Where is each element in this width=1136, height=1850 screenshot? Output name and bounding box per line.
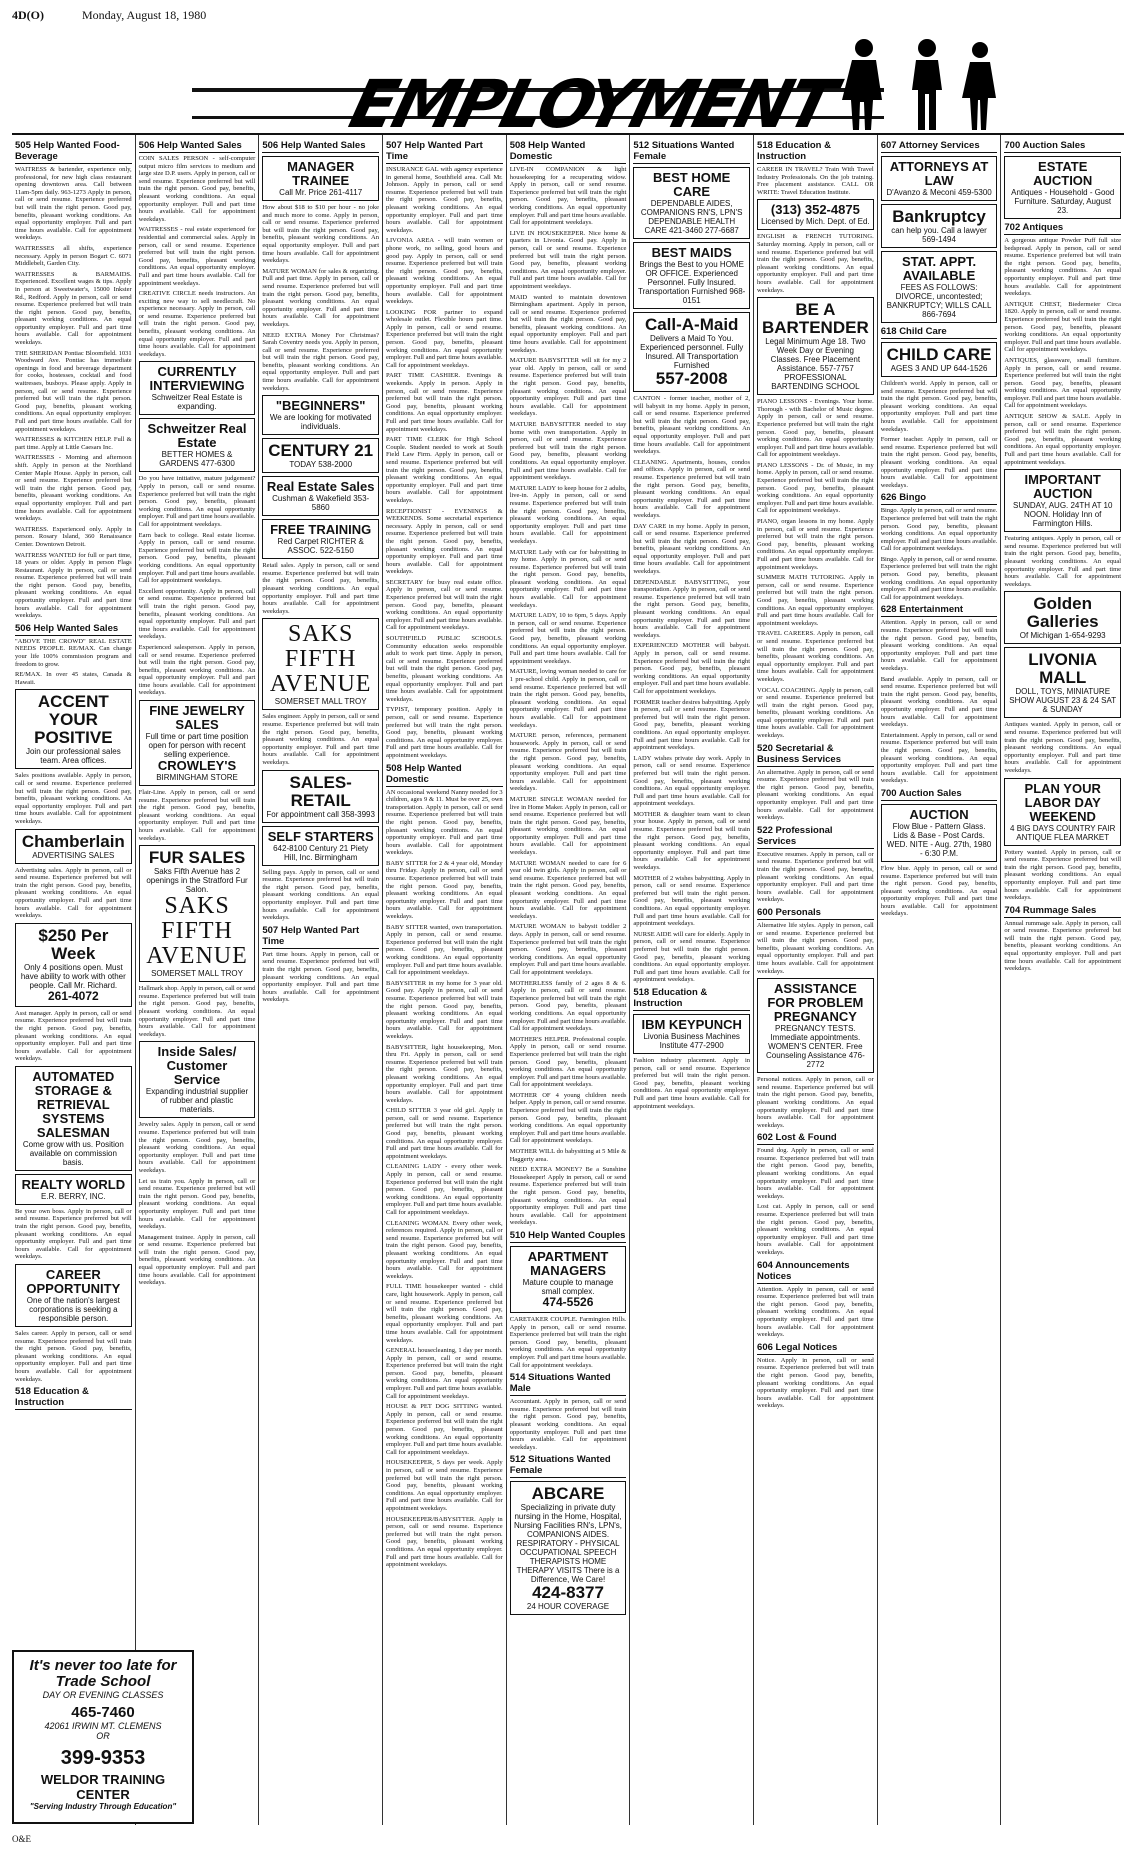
- display-ad-text: Come grow with us. Position available on commission basis.: [22, 1139, 124, 1167]
- section-heading: 700 Auction Sales: [1004, 140, 1121, 153]
- classified-ad: TRAVEL CAREERS. Apply in person, call or send resume. Experience preferred but will train the right person. Good pay, benefits, pleasant working conditions. An equal opportunity employer. Full and part time hours available. Call for appointment weekdays.: [757, 630, 874, 683]
- classified-ad: Executive resumes. Apply in person, call or send resume. Experience preferred but will train the right person. Good pay, benefits, pleasant working conditions. An equal opportunity employer. Full and part time hours available. Call for appointment weekdays.: [757, 851, 874, 904]
- classified-ad: CLEANING. Apartments, houses, condos and offices. Apply in person, call or send resume. Experience preferred but will train the right person. Good pay, benefits, pleasant working conditions. An equal opportunity employer. Full and part time hours available. Call for appointment weekdays.: [633, 459, 750, 520]
- display-ad: [757, 199, 874, 230]
- display-ad: [15, 1264, 132, 1327]
- classified-ad: GENERAL housecleaning, 1 day per month. Apply in person, call or send resume. Experience preferred but will train the right person. Good pay, benefits, pleasant working conditions. An equal opportunity employer. Full and part time hours available. Call for appointment weekdays.: [386, 1347, 503, 1400]
- classified-ad: HOUSEKEEPER, 5 days per week. Apply in person, call or send resume. Experience preferred but will train the right person. Good pay, benefits, pleasant working conditions. An equal opportunity employer. Full and part time hours available. Call for appointment weekdays.: [386, 1459, 503, 1512]
- display-ad-phone: 474-5526: [542, 1294, 594, 1309]
- display-ad-title: Bankruptcy: [892, 207, 986, 226]
- display-ad: [757, 978, 874, 1073]
- column-8: [878, 135, 1002, 1825]
- classified-ad: WAITRESSES & KITCHEN HELP. Full & part time. Apply at Little Caesars Inc.: [15, 436, 132, 451]
- display-ad-title: REALTY WORLD: [21, 1176, 126, 1192]
- classified-ad: MATURE, loving woman needed to care for 1 pre-school child. Apply in person, call or send resume. Experience preferred but will train the right person. Good pay, benefits, pleasant working conditions. An equal opportunity employer. Full and part time hours available. Call for appointment weekdays.: [510, 668, 627, 729]
- section-heading: 600 Personals: [757, 907, 874, 920]
- display-ad-text: Legal Minimum Age 18. Two Week Day or Evening Classes. Free Placement Assistance. 557-7757 PROFESSIONAL BARTENDING SCHOOL: [765, 337, 866, 392]
- display-ad: [1004, 647, 1121, 718]
- display-ad-text: 642-8100 Century 21 Piety Hill, Inc. Birmingham: [273, 843, 369, 862]
- classified-ad: PIANO, organ lessons in my home. Apply in person, call or send resume. Experience preferred but will train the right person. Good pay, benefits, pleasant working conditions. An equal opportunity employer. Full and part time hours available. Call for appointment weekdays.: [757, 518, 874, 571]
- trade-school-classes: DAY OR EVENING CLASSES: [42, 1690, 164, 1700]
- issue-date: Monday, August 18, 1980: [82, 8, 207, 22]
- display-ad-title: CAREER OPPORTUNITY: [26, 1267, 121, 1297]
- classified-ad: CLEANING WOMAN. Every other week, references required. Apply in person, call or send resume. Experience preferred but will train the right person. Good pay, benefits, pleasant working conditions. An equal opportunity employer. Full and part time hours available. Call for appointment weekdays.: [386, 1220, 503, 1281]
- display-ad-title: $250 Per Week: [38, 925, 109, 963]
- classified-ad: MATURE BABYSITTER needed to stay home with own transportation. Apply in person, call or send resume. Experience preferred but will train the right person. Good pay, benefits, pleasant working conditions. An equal opportunity employer. Full and part time hours available. Call for appointment weekdays.: [510, 421, 627, 482]
- classified-ad: FORMER teacher desires babysitting. Apply in person, call or send resume. Experience preferred but will train the right person. Good pay, benefits, pleasant working conditions. An equal opportunity employer. Full and part time hours available. Call for appointment weekdays.: [633, 699, 750, 752]
- classified-ad: SUMMER MATH TUTORING. Apply in person, call or send resume. Experience preferred but will train the right person. Good pay, benefits, pleasant working conditions. An equal opportunity employer. Full and part time hours available. Call for appointment weekdays.: [757, 574, 874, 627]
- classified-ad: Do you have initiative, mature judgement? Apply in person, call or send resume. Experience preferred but will train the right person. Good pay, benefits, pleasant working conditions. An equal opportunity employer. Full and part time hours available. Call for appointment weekdays.: [139, 475, 256, 528]
- classified-ad: MATURE person, references, permanent housework. Apply in person, call or send resume. Experience preferred but will train the right person. Good pay, benefits, pleasant working conditions. An equal opportunity employer. Full and part time hours available. Call for appointment weekdays.: [510, 732, 627, 793]
- section-heading: 512 Situations Wanted Female: [510, 1454, 627, 1478]
- display-ad-title: BE A BARTENDER: [762, 300, 869, 338]
- display-ad-text: Licensed by Mich. Dept. of Ed.: [761, 217, 870, 227]
- classified-ad: Sales positions available. Apply in person, call or send resume. Experience preferred but will train the right person. Good pay, benefits, pleasant working conditions. An equal opportunity employer. Full and part time hours available. Call for appointment weekdays.: [15, 772, 132, 825]
- classified-ad: PART TIME CASHIER. Evenings & weekends. Apply in person. Apply in person, call or send resume. Experience preferred but will train the right person. Good pay, benefits, pleasant working conditions. An equal opportunity employer. Full and part time hours available. Call for appointment weekdays.: [386, 372, 503, 433]
- people-figures-icon: [832, 36, 1002, 136]
- display-ad: [1004, 778, 1121, 846]
- display-ad: [633, 1014, 750, 1054]
- classified-ad: DEPENDABLE BABYSITTING, your transportation. Apply in person, call or send resume. Experience preferred but will train the right person. Good pay, benefits, pleasant working conditions. An equal opportunity employer. Full and part time hours available. Call for appointment weekdays.: [633, 579, 750, 640]
- display-ad: [1004, 156, 1121, 219]
- display-ad-text: TODAY 538-2000: [289, 460, 353, 470]
- section-heading: 512 Situations Wanted Female: [633, 140, 750, 164]
- classified-ad: Part time hours. Apply in person, call or send resume. Experience preferred but will train the right person. Good pay, benefits, pleasant working conditions. An equal opportunity employer. Full and part time hours available. Call for appointment weekdays.: [262, 951, 379, 1004]
- classified-ad: Annual rummage sale. Apply in person, call or send resume. Experience preferred but will train the right person. Good pay, benefits, pleasant working conditions. An equal opportunity employer. Full and part time hours available. Call for appointment weekdays.: [1004, 920, 1121, 973]
- section-heading: 604 Announcements Notices: [757, 1260, 874, 1284]
- classified-ad: Former teacher. Apply in person, call or send resume. Experience preferred but will train the right person. Good pay, benefits, pleasant working conditions. An equal opportunity employer. Full and part time hours available. Call for appointment weekdays.: [881, 436, 998, 489]
- classified-ad: MOTHERLESS family of 2 ages 8 & 6. Apply in person, call or send resume. Experience preferred but will train the right person. Good pay, benefits, pleasant working conditions. An equal opportunity employer. Full and part time hours available. Call for appointment weekdays.: [510, 980, 627, 1033]
- section-heading: 508 Help Wanted Domestic: [510, 140, 627, 164]
- classified-ad: Antiques wanted. Apply in person, call or send resume. Experience preferred but will train the right person. Good pay, benefits, pleasant working conditions. An equal opportunity employer. Full and part time hours available. Call for appointment weekdays.: [1004, 721, 1121, 774]
- classified-ad: PIANO LESSONS - Evenings. Your home. Thorough - with Bachelor of Music degree. Apply in person, call or send resume. Experience preferred but will train the right person. Good pay, benefits, pleasant working conditions. An equal opportunity employer. Full and part time hours available. Call for appointment weekdays.: [757, 398, 874, 459]
- classified-ad: WAITRESSES - Morning and afternoon shift. Apply in person at the Northland Center Maple House. Apply in person, call or send resume. Experience preferred but will train the right person. Good pay, benefits, pleasant working conditions. An equal opportunity employer. Full and part time hours available. Call for appointment weekdays.: [15, 454, 132, 522]
- classified-ad: SECRETARY for busy real estate office. Apply in person, call or send resume. Experience preferred but will train the right person. Good pay, benefits, pleasant working conditions. An equal opportunity employer. Full and part time hours available. Call for appointment weekdays.: [386, 579, 503, 632]
- display-ad: [510, 1481, 627, 1615]
- display-ad-text: BIRMINGHAM STORE: [156, 773, 238, 783]
- display-ad-text: D'Avanzo & Meconi 459-5300: [886, 188, 992, 197]
- display-ad-title: BEST HOME CARE: [653, 170, 731, 199]
- classified-ad: Sales engineer. Apply in person, call or send resume. Experience preferred but will train the right person. Good pay, benefits, pleasant working conditions. An equal opportunity employer. Full and part time hours available. Call for appointment weekdays.: [262, 713, 379, 766]
- classified-ad: WAITRESSES & BARMAIDS. Experienced. Excellent wages & tips. Apply in person at Sweetwater's, 15000 Inkster Rd., Redford. Apply in person, call or send resume. Experience preferred but will train the right person. Good pay, benefits, pleasant working conditions. An equal opportunity employer. Full and part time hours available. Call for appointment weekdays.: [15, 271, 132, 347]
- section-heading: 508 Help Wanted Domestic: [386, 763, 503, 787]
- classified-ad: RE/MAX. In over 45 states, Canada & Hawaii.: [15, 671, 132, 686]
- classified-ad: CHILD SITTER 3 year old girl. Apply in person, call or send resume. Experience preferred but will train the right person. Good pay, benefits, pleasant working conditions. An equal opportunity employer. Full and part time hours available. Call for appointment weekdays.: [386, 1107, 503, 1160]
- trade-school-headline: It's never too late for Trade School: [29, 1657, 177, 1690]
- classified-ad: NURSE AIDE will care for elderly. Apply in person, call or send resume. Experience preferred but will train the right person. Good pay, benefits, pleasant working conditions. An equal opportunity employer. Full and part time hours available. Call for appointment weekdays.: [633, 931, 750, 984]
- display-ad-title: Inside Sales/ Customer Service: [157, 1044, 237, 1088]
- display-ad-title: AUTOMATED STORAGE & RETRIEVAL SYSTEMS SALESMAN: [32, 1068, 115, 1140]
- display-ad-text: Mature couple to manage small complex.: [522, 1277, 614, 1296]
- display-ad-title: CROWLEY'S: [157, 758, 237, 774]
- section-heading: 507 Help Wanted Part Time: [262, 925, 379, 949]
- classified-ad: Found dog. Apply in person, call or send resume. Experience preferred but will train the right person. Good pay, benefits, pleasant working conditions. An equal opportunity employer. Full and part time hours available. Call for appointment weekdays.: [757, 1147, 874, 1200]
- saks-logo: SAKS FIFTH AVENUE: [146, 893, 248, 970]
- display-ad-title: FINE JEWELRY SALES: [149, 703, 245, 733]
- classified-ad: BABYSITTER in my home for 3 year old. Good pay. Apply in person, call or send resume. Experience preferred but will train the right person. Good pay, benefits, pleasant working conditions. An equal opportunity employer. Full and part time hours available. Call for appointment weekdays.: [386, 980, 503, 1041]
- classified-ad: PART TIME CLERK for High School Couple. Student needed to work at South Field Law Firm. Apply in person, call or send resume. Experience preferred but will train the right person. Good pay, benefits, pleasant working conditions. An equal opportunity employer. Full and part time hours available. Call for appointment weekdays.: [386, 436, 503, 504]
- display-ad-text: SOMERSET MALL TROY: [274, 697, 367, 707]
- display-ad-title: APARTMENT MANAGERS: [527, 1248, 609, 1278]
- display-ad: [139, 418, 256, 472]
- section-heading: 702 Antiques: [1004, 222, 1121, 235]
- display-ad: [881, 804, 998, 862]
- page-number: 4D(O): [12, 8, 44, 22]
- display-ad: [881, 251, 998, 323]
- column-2: [136, 135, 260, 1825]
- display-ad-text: We are looking for motivated individuals.: [269, 413, 372, 432]
- display-ad-text: Cushman & Wakefield 353-5860: [272, 494, 370, 513]
- display-ad-title: Real Estate Sales: [266, 479, 375, 495]
- classified-ad: Attention. Apply in person, call or send resume. Experience preferred but will train the right person. Good pay, benefits, pleasant working conditions. An equal opportunity employer. Full and part time hours available. Call for appointment weekdays.: [881, 619, 998, 672]
- classified-ad: MATURE LADY to keep house for 2 adults, live-in. Apply in person, call or send resume. Experience preferred but will train the right person. Good pay, benefits, pleasant working conditions. An equal opportunity employer. Full and part time hours available. Call for appointment weekdays.: [510, 485, 627, 546]
- column-3: [259, 135, 383, 1825]
- display-ad-title: (313) 352-4875: [770, 202, 860, 218]
- display-ad-text: DOLL, TOYS, MINIATURE SHOW AUGUST 23 & 24 SAT & SUNDAY: [1009, 687, 1117, 715]
- classified-ad: MOTHER & daughter team want to clean your house. Apply in person, call or send resume. Experience preferred but will train the right person. Good pay, benefits, pleasant working conditions. An equal opportunity employer. Full and part time hours available. Call for appointment weekdays.: [633, 811, 750, 872]
- classified-ad: Advertising sales. Apply in person, call or send resume. Experience preferred but will train the right person. Good pay, benefits, pleasant working conditions. An equal opportunity employer. Full and part time hours available. Call for appointment weekdays.: [15, 867, 132, 920]
- display-ad-title: MANAGER TRAINEE: [287, 159, 355, 188]
- display-ad-text: can help you. Call a lawyer 569-1494: [891, 226, 987, 244]
- classified-ad: Experienced salesperson. Apply in person, call or send resume. Experience preferred but will train the right person. Good pay, benefits, pleasant working conditions. An equal opportunity employer. Full and part time hours available. Call for appointment weekdays.: [139, 644, 256, 697]
- display-ad: [881, 342, 998, 377]
- display-ad-text: Only 4 positions open. Must have ability to work with other people. Call Mr. Richard.: [20, 962, 126, 990]
- classified-ad: Bingo. Apply in person, call or send resume. Experience preferred but will train the right person. Good pay, benefits, pleasant working conditions. An equal opportunity employer. Full and part time hours available. Call for appointment weekdays.: [881, 556, 998, 602]
- classified-ad: Personal notices. Apply in person, call or send resume. Experience preferred but will train the right person. Good pay, benefits, pleasant working conditions. An equal opportunity employer. Full and part time hours available. Call for appointment weekdays.: [757, 1076, 874, 1129]
- display-ad: [1004, 469, 1121, 532]
- classified-ad: CLEANING LADY - every other week. Apply in person, call or send resume. Experience preferred but will train the right person. Good pay, benefits, pleasant working conditions. An equal opportunity employer. Full and part time hours available. Call for appointment weekdays.: [386, 1163, 503, 1216]
- trade-school-phone-2: 399-9353: [60, 1747, 146, 1769]
- display-ad: [262, 618, 379, 710]
- trade-school-address: 42061 IRWIN MT. CLEMENS: [44, 1721, 162, 1731]
- display-ad-title: PLAN YOUR LABOR DAY WEEKEND: [1024, 780, 1101, 824]
- section-heading: 518 Education & Instruction: [757, 140, 874, 164]
- classified-ad: Band available. Apply in person, call or send resume. Experience preferred but will train the right person. Good pay, benefits, pleasant working conditions. An equal opportunity employer. Full and part time hours available. Call for appointment weekdays.: [881, 676, 998, 729]
- classified-ad: ENGLISH & FRENCH TUTORING. Saturday morning. Apply in person, call or send resume. Experience preferred but will train the right person. Good pay, benefits, pleasant working conditions. An equal opportunity employer. Full and part time hours available. Call for appointment weekdays.: [757, 233, 874, 294]
- classified-ad: Entertainment. Apply in person, call or send resume. Experience preferred but will train the right person. Good pay, benefits, pleasant working conditions. An equal opportunity employer. Full and part time hours available. Call for appointment weekdays.: [881, 732, 998, 785]
- display-ad: [15, 829, 132, 864]
- classified-ad: AN occasional weekend Nanny needed for 3 children, ages 9 & 11. Must be over 25, own transportation. Apply in person, call or send resume. Experience preferred but will train the right person. Good pay, benefits, pleasant working conditions. An equal opportunity employer. Full and part time hours available. Call for appointment weekdays.: [386, 789, 503, 857]
- classified-ad: WAITRESS. Experienced only. Apply in person. Rosary Island, 360 Renaissance Center. Downtown Detroit.: [15, 525, 132, 548]
- classified-ad: EXPERIENCED MOTHER will babysit. Apply in person, call or send resume. Experience preferred but will train the right person. Good pay, benefits, pleasant working conditions. An equal opportunity employer. Full and part time hours available. Call for appointment weekdays.: [633, 642, 750, 695]
- page-folio: [12, 8, 1124, 24]
- display-ad: [262, 826, 379, 866]
- classified-ad: ANTIQUE SHOW & SALE. Apply in person, call or send resume. Experience preferred but will train the right person. Good pay, benefits, pleasant working conditions. An equal opportunity employer. Full and part time hours available. Call for appointment weekdays.: [1004, 413, 1121, 466]
- display-ad-title: CURRENTLY INTERVIEWING: [149, 364, 245, 394]
- display-ad-title: ACCENT YOUR POSITIVE: [34, 692, 113, 748]
- classified-ad: Management trainee. Apply in person, call or send resume. Experience preferred but will train the right person. Good pay, benefits, pleasant working conditions. An equal opportunity employer. Full and part time hours available. Call for appointment weekdays.: [139, 1234, 256, 1287]
- display-ad: [15, 1066, 132, 1171]
- display-ad: [262, 770, 379, 823]
- display-ad-title: ESTATE AUCTION: [1033, 159, 1093, 188]
- classified-ad: MATURE LADY, 10 to 6pm, 5 days. Apply in person, call or send resume. Experience preferred but will train the right person. Good pay, benefits, pleasant working conditions. An equal opportunity employer. Full and part time hours available. Call for appointment weekdays.: [510, 612, 627, 665]
- classified-ad: INSURANCE GAL with agency experience in general home, Southfield area. Call Mr. Johnson. Apply in person, call or send resume. Experience preferred but will train the right person. Good pay, benefits, pleasant working conditions. An equal opportunity employer. Full and part time hours available. Call for appointment weekdays.: [386, 166, 503, 234]
- trade-school-slogan: "Serving Industry Through Education": [29, 1802, 177, 1811]
- display-ad: [139, 845, 256, 982]
- classified-ad: PIANO LESSONS - Dr. of Music, in my home. Apply in person, call or send resume. Experience preferred but will train the right person. Good pay, benefits, pleasant working conditions. An equal opportunity employer. Full and part time hours available. Call for appointment weekdays.: [757, 462, 874, 515]
- display-ad-text: Schweitzer Real Estate is expanding.: [151, 393, 243, 412]
- display-ad: [510, 1246, 627, 1313]
- display-ad-text: One of the nation's largest corporations is seeking a responsible person.: [26, 1296, 120, 1324]
- section-heading: 507 Help Wanted Part Time: [386, 140, 503, 164]
- classified-ad: BABYSITTER, light housekeeping, Mon. thru Fri. Apply in person, call or send resume. Experience preferred but will train the right person. Good pay, benefits, pleasant working conditions. An equal opportunity employer. Full and part time hours available. Call for appointment weekdays.: [386, 1044, 503, 1105]
- classified-ad: Lost cat. Apply in person, call or send resume. Experience preferred but will train the right person. Good pay, benefits, pleasant working conditions. An equal opportunity employer. Full and part time hours available. Call for appointment weekdays.: [757, 1203, 874, 1256]
- display-ad-text: 4 BIG DAYS COUNTRY FAIR ANTIQUE FLEA MARKET: [1010, 823, 1116, 842]
- display-ad-text: Specializing in private duty nursing in the Home, Hospital, Nursing Facilities RN's, LPN's, COMPANIONS AIDES. RESPIRATORY - PHYSICAL OCCUPATIONAL SPEECH THERAPISTS HOME THERAPY VISITS There is a Difference, We Care!: [514, 1503, 622, 1585]
- classified-ad: LOOKING FOR partner to expand wholesale outlet. Flexible hours part time. Apply in person, call or send resume. Experience preferred but will train the right person. Good pay, benefits, pleasant working conditions. An equal opportunity employer. Full and part time hours available. Call for appointment weekdays.: [386, 309, 503, 370]
- display-ad-text: FEES AS FOLLOWS: DIVORCE, uncontested; BANKRUPTCY; WILLS CALL 866-7694: [886, 283, 992, 319]
- column-5: [507, 135, 631, 1825]
- trade-school-ad: [12, 1650, 194, 1824]
- display-ad-title: ASSISTANCE FOR PROBLEM PREGNANCY: [767, 981, 864, 1025]
- classified-ad: Be your own boss. Apply in person, call or send resume. Experience preferred but will train the right person. Good pay, benefits, pleasant working conditions. An equal opportunity employer. Full and part time hours available. Call for appointment weekdays.: [15, 1208, 132, 1261]
- display-ad-text: Red Carpet RICHTER & ASSOC. 522-5150: [277, 537, 364, 556]
- display-ad-title: CENTURY 21: [268, 441, 374, 461]
- classified-ad: MOTHER OF 4 young children needs helper. Apply in person, call or send resume. Experience preferred but will train the right person. Good pay, benefits, pleasant working conditions. An equal opportunity employer. Full and part time hours available. Call for appointment weekdays.: [510, 1092, 627, 1145]
- classified-ad: Featuring antiques. Apply in person, call or send resume. Experience preferred but will train the right person. Good pay, benefits, pleasant working conditions. An equal opportunity employer. Full and part time hours available. Call for appointment weekdays.: [1004, 535, 1121, 588]
- classified-ad: TYPIST, temporary position. Apply in person, call or send resume. Experience preferred but will train the right person. Good pay, benefits, pleasant working conditions. An equal opportunity employer. Full and part time hours available. Call for appointment weekdays.: [386, 706, 503, 759]
- classified-ad: WAITRESSES - real estate experienced for residential and commercial sales. Apply in person, call or send resume. Experience preferred but will train the right person. Good pay, benefits, pleasant working conditions. An equal opportunity employer. Full and part time hours available. Call for appointment weekdays.: [139, 226, 256, 287]
- classified-ad: LIVE IN HOUSEKEEPER. Nice home & quarters in Livonia. Good pay. Apply in person, call or send resume. Experience preferred but will train the right person. Good pay, benefits, pleasant working conditions. An equal opportunity employer. Full and part time hours available. Call for appointment weekdays.: [510, 230, 627, 291]
- display-ad-text: Call Mr. Price 261-4117: [279, 188, 363, 197]
- display-ad-text: SOMERSET MALL TROY: [151, 969, 243, 979]
- display-ad: [15, 923, 132, 1007]
- display-ad: [262, 476, 379, 516]
- display-ad: [262, 395, 379, 435]
- section-heading: 626 Bingo: [881, 492, 998, 505]
- section-heading: 520 Secretarial & Business Services: [757, 743, 874, 767]
- classified-ad: BABY SITTER wanted, own transportation. Apply in person, call or send resume. Experience preferred but will train the right person. Good pay, benefits, pleasant working conditions. An equal opportunity employer. Full and part time hours available. Call for appointment weekdays.: [386, 924, 503, 977]
- display-ad: [881, 204, 998, 248]
- display-ad-text: 24 HOUR COVERAGE: [526, 1602, 610, 1612]
- classified-ad: CAREER IN TRAVEL? Train With Travel Industry Professionals. On the job training. Free placement assistance. CALL OR WRITE: Travel Education Institute.: [757, 166, 874, 196]
- display-ad-title: LIVONIA MALL: [1028, 650, 1098, 688]
- display-ad: [633, 242, 750, 309]
- display-ad-text: PREGNANCY TESTS. Immediate appointments. WOMEN'S CENTER. Free Counseling Assistance 476-2772: [766, 1024, 865, 1070]
- classified-ad: BABY SITTER for 2 & 4 year old, Monday thru Friday. Apply in person, call or send resume. Experience preferred but will train the right person. Good pay, benefits, pleasant working conditions. An equal opportunity employer. Full and part time hours available. Call for appointment weekdays.: [386, 860, 503, 921]
- display-ad-title: SALES-RETAIL: [289, 772, 352, 810]
- display-ad-text: DEPENDABLE AIDES, COMPANIONS RN'S, LPN'S DEPENDABLE HEALTH CARE 421-3460 277-6687: [640, 199, 743, 235]
- display-ad-text: Brings the Best to you HOME OR OFFICE. Experienced Personnel. Fully Insured. Transportation Furnished 968-0151: [638, 260, 746, 305]
- display-ad-title: Golden Galleries: [1026, 594, 1099, 632]
- display-ad-text: Full time or part time position open for person with recent selling experience.: [145, 732, 249, 760]
- display-ad: [881, 156, 998, 201]
- display-ad-text: SUNDAY, AUG. 24TH AT 10 NOON. Holiday Inn of Farmington Hills.: [1012, 501, 1113, 529]
- classified-ad: Notice. Apply in person, call or send resume. Experience preferred but will train the right person. Good pay, benefits, pleasant working conditions. An equal opportunity employer. Full and part time hours available. Call for appointment weekdays.: [757, 1357, 874, 1410]
- classified-ad: WAITRESSES all shifts, experience necessary. Apply in person Bogart C. 6071 Middlebelt, Garden City.: [15, 244, 132, 268]
- column-9: [1001, 135, 1124, 1825]
- classified-ad: A gorgeous antique Powder Puff full size bedspread. Apply in person, call or send resume. Experience preferred but will train the right person. Good pay, benefits, pleasant working conditions. An equal opportunity employer. Full and part time hours available. Call for appointment weekdays.: [1004, 237, 1121, 298]
- section-heading: 518 Education & Instruction: [15, 1386, 132, 1410]
- display-ad-text: E.R. BERRY, INC.: [41, 1191, 106, 1201]
- column-6: [630, 135, 754, 1825]
- classified-ad: Accountant. Apply in person, call or send resume. Experience preferred but will train the right person. Good pay, benefits, pleasant working conditions. An equal opportunity employer. Full and part time hours available. Call for appointment weekdays.: [510, 1398, 627, 1451]
- classified-ad: Hallmark shop. Apply in person, call or send resume. Experience preferred but will train the right person. Good pay, benefits, pleasant working conditions. An equal opportunity employer. Full and part time hours available. Call for appointment weekdays.: [139, 985, 256, 1038]
- display-ad: [262, 156, 379, 201]
- classified-ad: THE SHERIDAN Pontiac Bloomfield. 1031 Woodward Ave. Pontiac has immediate openings in food and beverage department for cooks, hostesses, cocktail and food waitresses, busboys. Please apply. Apply in person, call or send resume. Experience preferred but will train the right person. Good pay, benefits, pleasant working conditions. An equal opportunity employer. Full and part time hours available. Call for appointment weekdays.: [15, 350, 132, 434]
- classified-ad: How about $18 to $10 per hour - no joke and much more to come. Apply in person, call or send resume. Experience preferred but will train the right person. Good pay, benefits, pleasant working conditions. An equal opportunity employer. Full and part time hours available. Call for appointment weekdays.: [262, 204, 379, 265]
- display-ad: [139, 1041, 256, 1118]
- classified-ad: MAID wanted to maintain downtown Birmingham apartment. Apply in person, call or send resume. Experience preferred but will train the right person. Good pay, benefits, pleasant working conditions. An equal opportunity employer. Full and part time hours available. Call for appointment weekdays.: [510, 294, 627, 355]
- display-ad-text: BETTER HOMES & GARDENS 477-6300: [159, 450, 235, 469]
- column-7: [754, 135, 878, 1825]
- classified-ad: Attention. Apply in person, call or send resume. Experience preferred but will train the right person. Good pay, benefits, pleasant working conditions. An equal opportunity employer. Full and part time hours available. Call for appointment weekdays.: [757, 1286, 874, 1339]
- display-ad-text: ADVERTISING SALES: [32, 850, 115, 860]
- classified-ad: MOTHER of 2 wishes babysitting. Apply in person, call or send resume. Experience preferred but will train the right person. Good pay, benefits, pleasant working conditions. An equal opportunity employer. Full and part time hours available. Call for appointment weekdays.: [633, 875, 750, 928]
- classified-ad: Alternative life styles. Apply in person, call or send resume. Experience preferred but will train the right person. Good pay, benefits, pleasant working conditions. An equal opportunity employer. Full and part time hours available. Call for appointment weekdays.: [757, 922, 874, 975]
- section-heading: 506 Help Wanted Sales: [15, 623, 132, 636]
- display-ad: [262, 519, 379, 559]
- classified-ad: CARETAKER COUPLE. Farmington Hills. Apply in person, call or send resume. Experience preferred but will train the right person. Good pay, benefits, pleasant working conditions. An equal opportunity employer. Full and part time hours available. Call for appointment weekdays.: [510, 1316, 627, 1369]
- classified-ad: NEED EXTRA MONEY? Be a Sunshine Housekeeper! Apply in person, call or send resume. Experience preferred but will train the right person. Good pay, benefits, pleasant working conditions. An equal opportunity employer. Full and part time hours available. Call for appointment weekdays.: [510, 1166, 627, 1227]
- classified-ad: Earn back to college. Real estate license. Apply in person, call or send resume. Experience preferred but will train the right person. Good pay, benefits, pleasant working conditions. An equal opportunity employer. Full and part time hours available. Call for appointment weekdays.: [139, 532, 256, 585]
- display-ad-title: Chamberlain: [21, 831, 125, 851]
- classified-ad: RECEPTIONIST - EVENINGS & WEEKENDS. Some secretarial experience necessary. Apply in person, call or send resume. Experience preferred but will train the right person. Good pay, benefits, pleasant working conditions. An equal opportunity employer. Full and part time hours available. Call for appointment weekdays.: [386, 508, 503, 576]
- section-heading: 700 Auction Sales: [881, 788, 998, 801]
- section-heading: 505 Help Wanted Food-Beverage: [15, 140, 132, 164]
- display-ad-title: AUCTION: [909, 806, 969, 822]
- classified-ad: VOCAL COACHING. Apply in person, call or send resume. Experience preferred but will train the right person. Good pay, benefits, pleasant working conditions. An equal opportunity employer. Full and part time hours available. Call for appointment weekdays.: [757, 687, 874, 740]
- display-ad-title: Call-A-Maid: [644, 315, 739, 334]
- display-ad-title: IMPORTANT AUCTION: [1024, 472, 1101, 502]
- classified-ad: MATURE Lady with car for babysitting in my home. Apply in person, call or send resume. Experience preferred but will train the right person. Good pay, benefits, pleasant working conditions. An equal opportunity employer. Full and part time hours available. Call for appointment weekdays.: [510, 549, 627, 610]
- section-heading: 607 Attorney Services: [881, 140, 998, 153]
- display-ad: [139, 361, 256, 415]
- footer-mark: O&E: [12, 1834, 31, 1844]
- section-heading: 602 Lost & Found: [757, 1132, 874, 1145]
- classified-ad: Let us train you. Apply in person, call or send resume. Experience preferred but will train the right person. Good pay, benefits, pleasant working conditions. An equal opportunity employer. Full and part time hours available. Call for appointment weekdays.: [139, 1178, 256, 1231]
- display-ad-text: Of Michigan 1-654-9293: [1019, 631, 1106, 641]
- display-ad: [15, 1174, 132, 1205]
- display-ad-text: Flow Blue - Pattern Glass. Lids & Base - Post Cards. WED. NITE - Aug. 27th, 1980 - 6:30 P.M.: [886, 821, 992, 858]
- classified-ad: WAITRESS WANTED for full or part time, 18 years or older. Apply in person Flags Restaurant. Apply in person, call or send resume. Experience preferred but will train the right person. Good pay, benefits, pleasant working conditions. An equal opportunity employer. Full and part time hours available. Call for appointment weekdays.: [15, 552, 132, 620]
- column-1: [12, 135, 136, 1825]
- classified-ad: HOUSEKEEPER/BABYSITTER. Apply in person, call or send resume. Experience preferred but will train the right person. Good pay, benefits, pleasant working conditions. An equal opportunity employer. Full and part time hours available. Call for appointment weekdays.: [386, 1516, 503, 1569]
- display-ad-text: Antiques - Household - Good Furniture. Saturday, August 23.: [1011, 188, 1115, 215]
- display-ad-text: Delivers a Maid To You. Experienced personnel. Fully Insured. All Transportation Furnished: [640, 334, 744, 370]
- display-ad: [262, 438, 379, 473]
- display-ad-phone: 261-4072: [47, 988, 99, 1003]
- saks-logo: SAKS FIFTH AVENUE: [269, 621, 372, 698]
- classified-ad: ANTIQUES, glassware, small furniture. Apply in person, call or send resume. Experience preferred but will train the right person. Good pay, benefits, pleasant working conditions. An equal opportunity employer. Full and part time hours available. Call for appointment weekdays.: [1004, 357, 1121, 410]
- column-4: [383, 135, 507, 1825]
- display-ad-text: Join our professional sales team. Area offices.: [25, 747, 121, 766]
- display-ad-text: Saks Fifth Avenue has 2 openings in the Stratford Fur Salon.: [146, 867, 248, 895]
- section-heading: 518 Education & Instruction: [633, 987, 750, 1011]
- classified-ad: Sales career. Apply in person, call or send resume. Experience preferred but will train the right person. Good pay, benefits, pleasant working conditions. An equal opportunity employer. Full and part time hours available. Call for appointment weekdays.: [15, 1330, 132, 1383]
- classified-ad: Jewelry sales. Apply in person, call or send resume. Experience preferred but will train the right person. Good pay, benefits, pleasant working conditions. An equal opportunity employer. Full and part time hours available. Call for appointment weekdays.: [139, 1121, 256, 1174]
- display-ad-title: FUR SALES: [148, 848, 246, 868]
- employment-logo: EMPLOYMENT: [342, 66, 841, 143]
- classified-ad: COIN SALES PERSON - self-computer output micro film services to medium and large size D.P. users. Apply in person, call or send resume. Experience preferred but will train the right person. Good pay, benefits, pleasant working conditions. An equal opportunity employer. Full and part time hours available. Call for appointment weekdays.: [139, 155, 256, 223]
- section-heading: 506 Help Wanted Sales: [262, 140, 379, 153]
- classified-ad: CREATIVE CIRCLE needs instructors. An exciting new way to sell needlecraft. No experience necessary. Apply in person, call or send resume. Experience preferred but will train the right person. Good pay, benefits, pleasant working conditions. An equal opportunity employer. Full and part time hours available. Call for appointment weekdays.: [139, 290, 256, 358]
- classified-ad: MATURE BABYSITTER will sit for my 2 year old. Apply in person, call or send resume. Experience preferred but will train the right person. Good pay, benefits, pleasant working conditions. An equal opportunity employer. Full and part time hours available. Call for appointment weekdays.: [510, 357, 627, 418]
- classified-ad: Children's world. Apply in person, call or send resume. Experience preferred but will train the right person. Good pay, benefits, pleasant working conditions. An equal opportunity employer. Full and part time hours available. Call for appointment weekdays.: [881, 380, 998, 433]
- classified-ad: LIVE-IN COMPANION & light housekeeping for a recuperating widow. Apply in person, call or send resume. Experience preferred but will train the right person. Good pay, benefits, pleasant working conditions. An equal opportunity employer. Full and part time hours available. Call for appointment weekdays.: [510, 166, 627, 227]
- classified-ad: NEED EXTRA Money For Christmas? Sarah Coventry needs you. Apply in person, call or send resume. Experience preferred but will train the right person. Good pay, benefits, pleasant working conditions. An equal opportunity employer. Full and part time hours available. Call for appointment weekdays.: [262, 332, 379, 393]
- classified-ad: CANTON - former teacher, mother of 2, will babysit in my home. Apply in person, call or send resume. Experience preferred but will train the right person. Good pay, benefits, pleasant working conditions. An equal opportunity employer. Full and part time hours available. Call for appointment weekdays.: [633, 395, 750, 456]
- classified-ad: MATURE WOMAN needed to care for 6 year old twin girls. Apply in person, call or send resume. Experience preferred but will train the right person. Good pay, benefits, pleasant working conditions. An equal opportunity employer. Full and part time hours available. Call for appointment weekdays.: [510, 860, 627, 921]
- trade-school-or: OR: [96, 1731, 110, 1741]
- section-heading: 514 Situations Wanted Male: [510, 1372, 627, 1396]
- section-heading: 510 Help Wanted Couples: [509, 1229, 626, 1241]
- section-heading: 618 Child Care: [881, 326, 998, 339]
- section-heading: 628 Entertainment: [881, 604, 998, 617]
- trade-school-phone-1: 465-7460: [71, 1704, 135, 1721]
- section-banner: [12, 30, 1124, 143]
- classified-ad: Excellent opportunity. Apply in person, call or send resume. Experience preferred but will train the right person. Good pay, benefits, pleasant working conditions. An equal opportunity employer. Full and part time hours available. Call for appointment weekdays.: [139, 588, 256, 641]
- classified-ad: MATURE WOMAN to babysit toddler 2 days. Apply in person, call or send resume. Experience preferred but will train the right person. Good pay, benefits, pleasant working conditions. An equal opportunity employer. Full and part time hours available. Call for appointment weekdays.: [510, 923, 627, 976]
- display-ad-title: STAT. APPT. AVAILABLE: [901, 254, 977, 283]
- classified-ad: "ABOVE THE CROWD" REAL ESTATE NEEDS PEOPLE. RE/MAX. Can change your life 100% commission program and freedom to grow.: [15, 637, 132, 668]
- display-ad-text: For appointment call 358-3993: [266, 809, 375, 819]
- display-ad: [139, 700, 256, 786]
- section-heading: 606 Legal Notices: [757, 1342, 874, 1355]
- classified-ad: MATURE WOMAN for sales & organizing. Full and part time. Apply in person, call or send resume. Experience preferred but will train the right person. Good pay, benefits, pleasant working conditions. An equal opportunity employer. Full and part time hours available. Call for appointment weekdays.: [262, 268, 379, 329]
- classified-ad: Bingo. Apply in person, call or send resume. Experience preferred but will train the right person. Good pay, benefits, pleasant working conditions. An equal opportunity employer. Full and part time hours available. Call for appointment weekdays.: [881, 507, 998, 553]
- classified-ad: Asst manager. Apply in person, call or send resume. Experience preferred but will train the right person. Good pay, benefits, pleasant working conditions. An equal opportunity employer. Full and part time hours available. Call for appointment weekdays.: [15, 1010, 132, 1063]
- classified-ad: An alternative. Apply in person, call or send resume. Experience preferred but will train the right person. Good pay, benefits, pleasant working conditions. An equal opportunity employer. Full and part time hours available. Call for appointment weekdays.: [757, 769, 874, 822]
- display-ad-title: CHILD CARE: [886, 345, 992, 364]
- trade-school-name: WELDOR TRAINING CENTER: [40, 1772, 166, 1802]
- display-ad-text: Livonia Business Machines Institute 477-2900: [643, 1031, 740, 1050]
- display-ad-phone: 557-2008: [655, 369, 728, 388]
- classified-ad: MOTHER'S HELPER. Professional couple. Apply in person, call or send resume. Experience preferred but will train the right person. Good pay, benefits, pleasant working conditions. An equal opportunity employer. Full and part time hours available. Call for appointment weekdays.: [510, 1036, 627, 1089]
- display-ad: [15, 689, 132, 769]
- display-ad-title: "BEGINNERS": [275, 398, 366, 414]
- classified-ad: DAY CARE in my home. Apply in person, call or send resume. Experience preferred but will train the right person. Good pay, benefits, pleasant working conditions. An equal opportunity employer. Full and part time hours available. Call for appointment weekdays.: [633, 523, 750, 576]
- classified-ad: MOTHER WILL do babysitting at 5 Mile & Haggerty area.: [509, 1148, 627, 1163]
- classified-ad: WAITRESS & bartender, experience only, professional, for new high class restaurant opening downtown area. Call between 11am-5pm daily. 963-1273 Apply in person, call or send resume. Experience preferred but will train the right person. Good pay, benefits, pleasant working conditions. An equal opportunity employer. Full and part time hours available. Call for appointment weekdays.: [15, 166, 132, 242]
- display-ad: [633, 312, 750, 392]
- classified-ad: LIVONIA AREA - will train women or phone work, no selling, good hours and good pay. Apply in person, call or send resume. Experience preferred but will train the right person. Good pay, benefits, pleasant working conditions. An equal opportunity employer. Full and part time hours available. Call for appointment weekdays.: [386, 237, 503, 305]
- classified-ad: Selling pays. Apply in person, call or send resume. Experience preferred but will train the right person. Good pay, benefits, pleasant working conditions. An equal opportunity employer. Full and part time hours available. Call for appointment weekdays.: [262, 869, 379, 922]
- classified-columns: [12, 133, 1124, 1825]
- classified-ad: Flow blue. Apply in person, call or send resume. Experience preferred but will train the right person. Good pay, benefits, pleasant working conditions. An equal opportunity employer. Full and part time hours available. Call for appointment weekdays.: [881, 865, 998, 918]
- classified-ad: Pottery wanted. Apply in person, call or send resume. Experience preferred but will train the right person. Good pay, benefits, pleasant working conditions. An equal opportunity employer. Full and part time hours available. Call for appointment weekdays.: [1004, 849, 1121, 902]
- display-ad-title: ATTORNEYS AT LAW: [889, 159, 989, 188]
- display-ad-title: Schweitzer Real Estate: [147, 421, 247, 451]
- classified-ad: SOUTHFIELD PUBLIC SCHOOLS. Community education seeks responsible adult to work part time. Apply in person, call or send resume. Experience preferred but will train the right person. Good pay, benefits, pleasant working conditions. An equal opportunity employer. Full and part time hours available. Call for appointment weekdays.: [386, 635, 503, 703]
- classified-ad: LADY wishes private day work. Apply in person, call or send resume. Experience preferred but will train the right person. Good pay, benefits, pleasant working conditions. An equal opportunity employer. Full and part time hours available. Call for appointment weekdays.: [633, 755, 750, 808]
- classified-ad: Fashion industry placement. Apply in person, call or send resume. Experience preferred but will train the right person. Good pay, benefits, pleasant working conditions. An equal opportunity employer. Full and part time hours available. Call for appointment weekdays.: [633, 1057, 750, 1110]
- display-ad-title: IBM KEYPUNCH: [641, 1016, 742, 1032]
- display-ad: [1004, 591, 1121, 644]
- display-ad-title: FREE TRAINING: [270, 522, 372, 538]
- classified-ad: Retail sales. Apply in person, call or send resume. Experience preferred but will train the right person. Good pay, benefits, pleasant working conditions. An equal opportunity employer. Full and part time hours available. Call for appointment weekdays.: [262, 562, 379, 615]
- section-heading: 704 Rummage Sales: [1004, 905, 1121, 918]
- section-heading: 506 Help Wanted Sales: [139, 140, 256, 153]
- display-ad-phone: 424-8377: [532, 1583, 604, 1603]
- classified-ad: FULL TIME housekeeper wanted - child care, light housework. Apply in person, call or send resume. Experience preferred but will train the right person. Good pay, benefits, pleasant working conditions. An equal opportunity employer. Full and part time hours available. Call for appointment weekdays.: [386, 1283, 503, 1344]
- display-ad-title: SELF STARTERS: [267, 828, 374, 844]
- classified-ad: HOUSE & PET DOG SITTING wanted. Apply in person, call or send resume. Experience preferred but will train the right person. Good pay, benefits, pleasant working conditions. An equal opportunity employer. Full and part time hours available. Call for appointment weekdays.: [386, 1403, 503, 1456]
- display-ad: [633, 167, 750, 239]
- display-ad-text: AGES 3 AND UP 644-1526: [890, 364, 988, 373]
- classified-ad: MATURE SINGLE WOMAN needed for live in Home Maker. Apply in person, call or send resume. Experience preferred but will train the right person. Good pay, benefits, pleasant working conditions. An equal opportunity employer. Full and part time hours available. Call for appointment weekdays.: [510, 796, 627, 857]
- classified-ad: ANTIQUE CHEST, Biedermeier Circa 1820. Apply in person, call or send resume. Experience preferred but will train the right person. Good pay, benefits, pleasant working conditions. An equal opportunity employer. Full and part time hours available. Call for appointment weekdays.: [1004, 301, 1121, 354]
- section-heading: 522 Professional Services: [757, 825, 874, 849]
- display-ad: [757, 297, 874, 395]
- display-ad-title: BEST MAIDS: [651, 245, 732, 260]
- display-ad-text: Expanding industrial supplier of rubber and plastic materials.: [145, 1087, 249, 1115]
- classified-ad: Flair-Line. Apply in person, call or send resume. Experience preferred but will train the right person. Good pay, benefits, pleasant working conditions. An equal opportunity employer. Full and part time hours available. Call for appointment weekdays.: [139, 789, 256, 842]
- display-ad-title: ABCARE: [531, 1484, 605, 1504]
